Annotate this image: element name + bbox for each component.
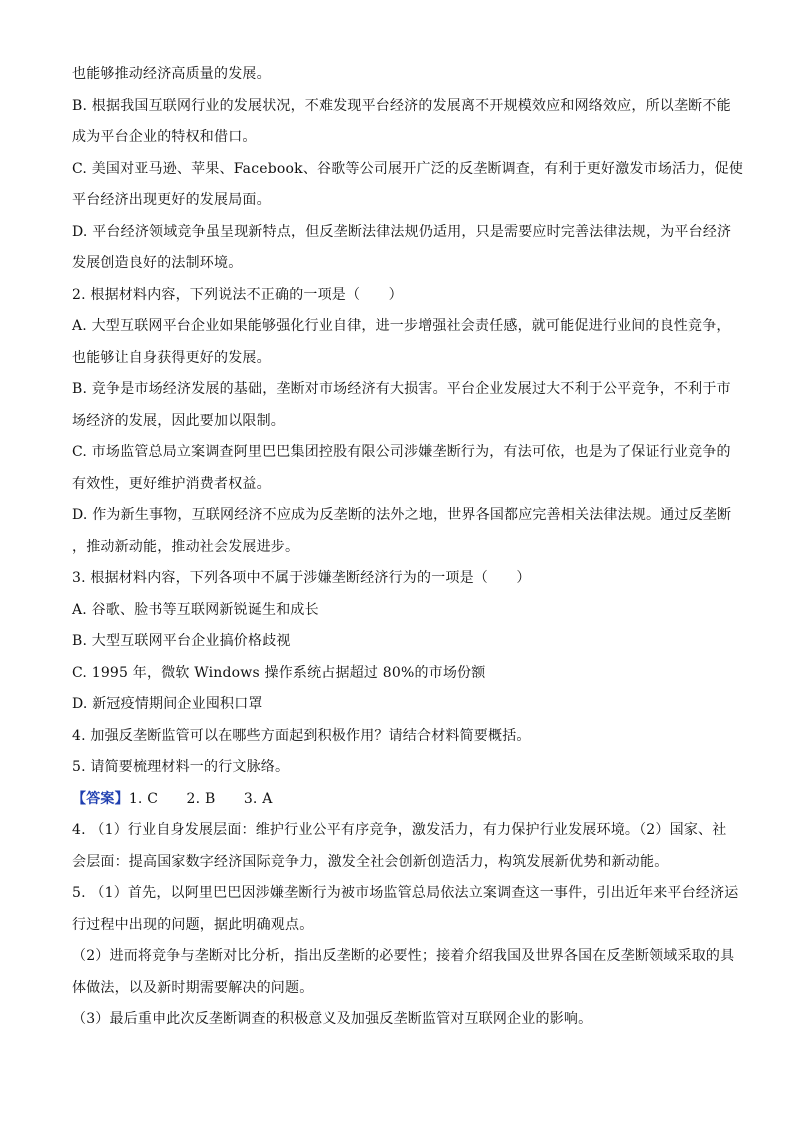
text-line: 有效性，更好维护消费者权益。 [72,476,271,492]
text-line: ，推动新动能，推动社会发展进步。 [72,539,300,555]
text-line: 平台经济出现更好的发展局面。 [72,192,271,208]
answer-text-line: 4. （1）行业自身发展层面：维护行业公平有序竞争，激发活力，有力保护行业发展环境。（2）国家、社 [72,822,727,838]
answer-text-line: 行过程中出现的问题，据此明确观点。 [72,917,314,933]
text-line: 也能够推动经济高质量的发展。 [72,66,271,82]
answer-text: 1. C 2. B 3. A [128,791,273,807]
text-line: D. 作为新生事物，互联网经济不应成为反垄断的法外之地，世界各国都应完善相关法律法规。通过反垄断 [72,507,732,523]
option-c: C. 1995 年，微软 Windows 操作系统占据超过 80%的市场份额 [72,665,486,681]
text-line: C. 美国对亚马逊、苹果、Facebook、谷歌等公司展开广泛的反垄断调查，有利于更好激发市场活力，促使 [72,161,744,177]
text-line: 场经济的发展，因此要加以限制。 [72,413,285,429]
answer-text-line: 体做法，以及新时期需要解决的问题。 [72,980,314,996]
answer-text-line: （2）进而将竞争与垄断对比分析，指出反垄断的必要性；接着介绍我国及世界各国在反垄断领域采取的具 [72,948,735,964]
text-line: 发展创造良好的法制环境。 [72,255,243,271]
answer-line [72,789,724,809]
question-4: 4. 加强反垄断监管可以在哪些方面起到积极作用？请结合材料简要概括。 [72,728,531,744]
option-a: A. 谷歌、脸书等互联网新锐诞生和成长 [72,602,319,618]
text-line: 成为平台企业的特权和借口。 [72,129,257,145]
text-line: C. 市场监管总局立案调查阿里巴巴集团控股有限公司涉嫌垄断行为，有法可依，也是为了保证行业竞争的 [72,444,731,460]
text-line: 也能够让自身获得更好的发展。 [72,350,271,366]
question-2: 2. 根据材料内容，下列说法不正确的一项是（ ） [72,287,403,303]
answer-text-line: 5. （1）首先，以阿里巴巴因涉嫌垄断行为被市场监管总局依法立案调查这一事件，引出近年来平台经济运 [72,885,739,901]
answer-tag: 【答案】 [72,791,129,807]
answer-text-line: 会层面：提高国家数字经济国际竞争力，激发全社会创新创造活力，构筑发展新优势和新动能。 [72,854,669,870]
answer-text-line: （3）最后重申此次反垄断调查的积极意义及加强反垄断监管对互联网企业的影响。 [72,1011,593,1027]
option-b: B. 大型互联网平台企业搞价格歧视 [72,633,291,649]
text-line: A. 大型互联网平台企业如果能够强化行业自律，进一步增强社会责任感，就可能促进行业间的良性竞争， [72,318,731,334]
text-line: B. 竞争是市场经济发展的基础，垄断对市场经济有大损害。平台企业发展过大不利于公平竞争，不利于市 [72,381,731,397]
text-line: D. 平台经济领域竞争虽呈现新特点，但反垄断法律法规仍适用，只是需要应时完善法律法规，为平台经济 [72,224,732,240]
question-3: 3. 根据材料内容，下列各项中不属于涉嫌垄断经济行为的一项是（ ） [72,570,531,586]
text-line: B. 根据我国互联网行业的发展状况，不难发现平台经济的发展离不开规模效应和网络效应，所以垄断不能 [72,98,731,114]
option-d: D. 新冠疫情期间企业囤积口罩 [72,696,263,712]
question-5: 5. 请简要梳理材料一的行文脉络。 [72,759,290,775]
